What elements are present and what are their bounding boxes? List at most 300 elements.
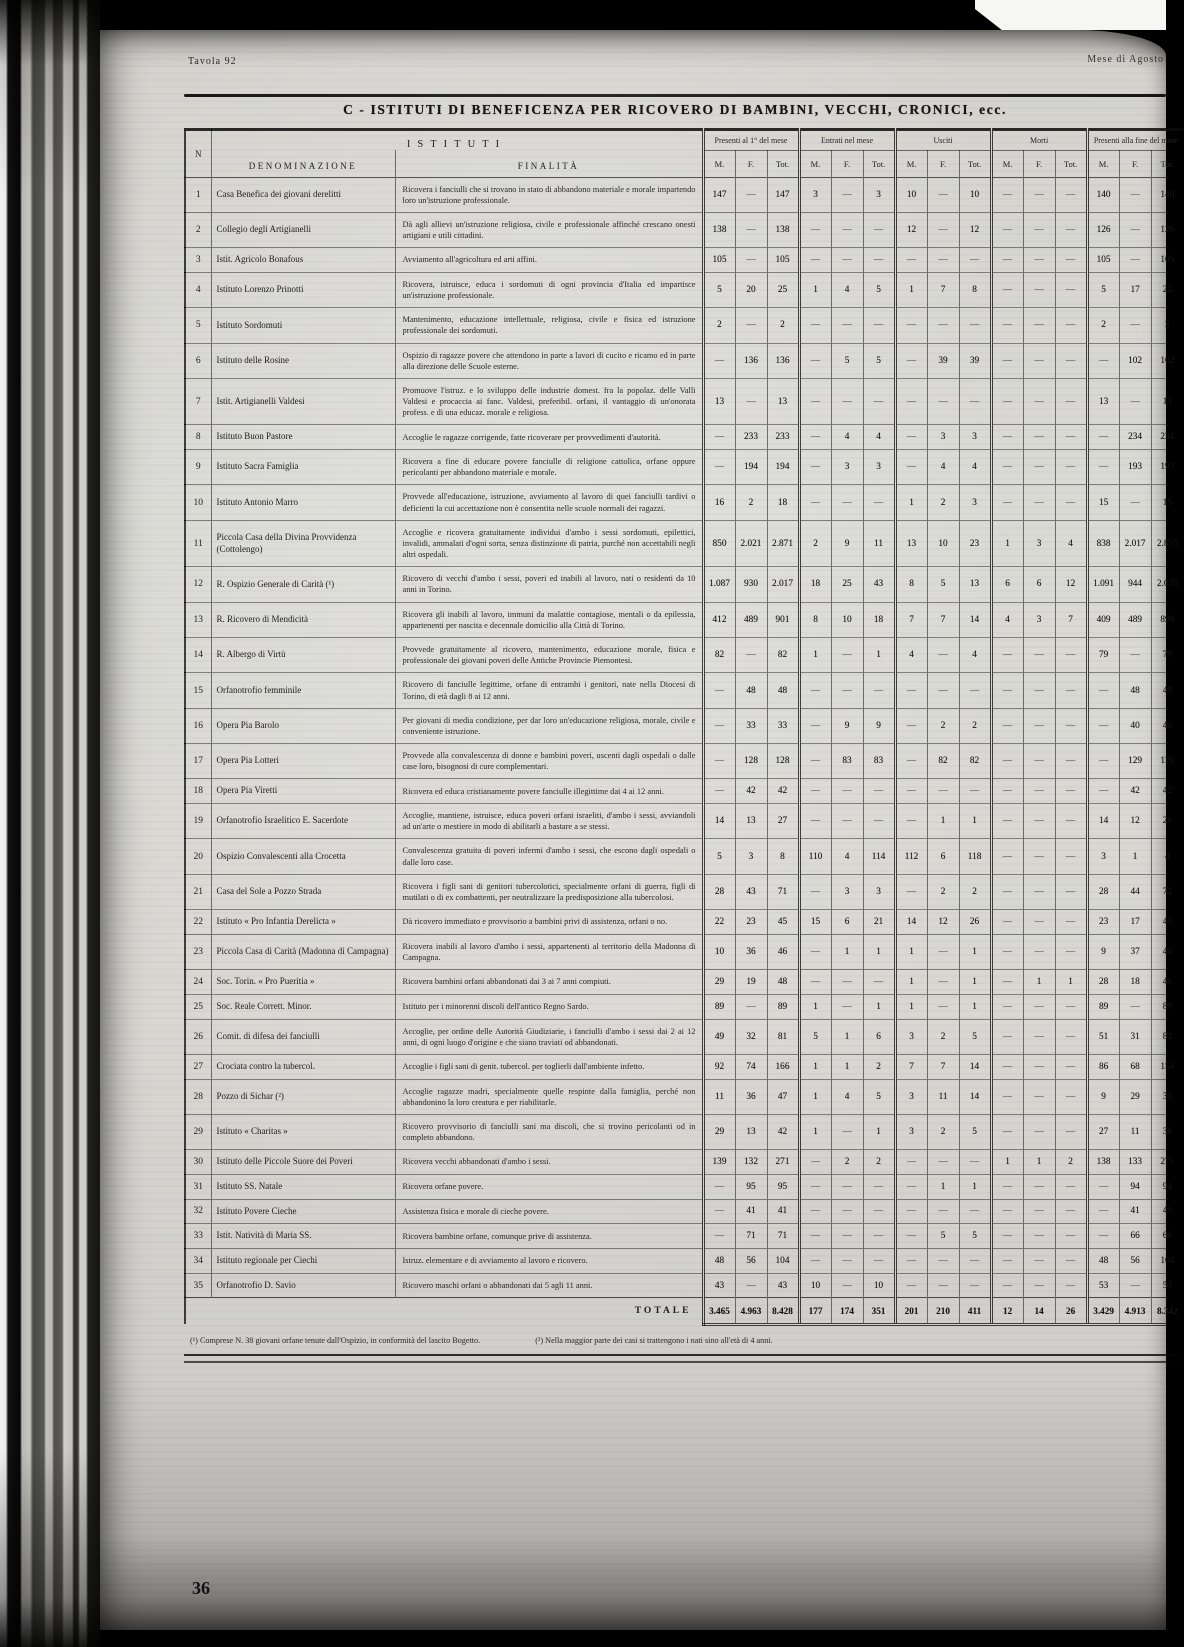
cell-value: 2 (831, 1150, 863, 1175)
cell-value: 83 (863, 744, 895, 779)
cell-value: — (991, 839, 1023, 874)
cell-value: — (895, 708, 927, 743)
cell-value: — (1087, 1199, 1119, 1224)
table-row (185, 520, 1183, 567)
table-row (185, 779, 1183, 804)
cell-value: 94 (1119, 1174, 1151, 1199)
cell-value: 7 (895, 1054, 927, 1079)
cell-value: 92 (703, 1054, 735, 1079)
cell-value: — (1055, 425, 1087, 450)
cell-value: — (991, 485, 1023, 520)
cell-value: — (991, 1224, 1023, 1249)
cell-value: 102 (1119, 343, 1151, 378)
cell-value: 53 (1151, 1273, 1183, 1298)
totale-label: TOTALE (185, 1298, 703, 1325)
cell-value: — (991, 1019, 1023, 1054)
cell-value: 89 (1151, 994, 1183, 1019)
cell-value: — (703, 1199, 735, 1224)
cell-value: 41 (1119, 1199, 1151, 1224)
cell-value: — (895, 248, 927, 273)
table-row (185, 212, 1183, 247)
cell-value: — (831, 177, 863, 212)
cell-value: 489 (735, 602, 767, 637)
cell-value: — (863, 248, 895, 273)
cell-value: 6 (991, 567, 1023, 602)
cell-value: — (991, 272, 1023, 307)
cell-value: — (1023, 425, 1055, 450)
cell-value: — (1023, 272, 1055, 307)
cell-value: 2 (1055, 1150, 1087, 1175)
cell-value: 48 (1151, 673, 1183, 708)
institution-name: Istituto regionale per Ciechi (211, 1248, 395, 1273)
totale-value: 8.428 (767, 1298, 799, 1325)
cell-value: 5 (959, 1114, 991, 1149)
table-row (185, 343, 1183, 378)
cell-value: 83 (831, 744, 863, 779)
cell-value: 2 (767, 308, 799, 343)
cell-value: — (1119, 212, 1151, 247)
header-n: N (185, 130, 211, 178)
cell-value: — (1023, 1174, 1055, 1199)
cell-value: — (1055, 1019, 1087, 1054)
cell-value: 14 (895, 910, 927, 935)
cell-value: — (895, 1150, 927, 1175)
institution-name: R. Ospizio Generale di Carità (¹) (211, 567, 395, 602)
cell-value: 1 (959, 804, 991, 839)
institution-name: Orfanotrofio femminile (211, 673, 395, 708)
cell-value: 129 (1151, 744, 1183, 779)
cell-value: — (1023, 708, 1055, 743)
cell-value: 4 (959, 638, 991, 673)
row-number: 23 (185, 934, 211, 969)
totale-value: 3.465 (703, 1298, 735, 1325)
cell-value: 9 (1087, 934, 1119, 969)
institution-name: Orfanotrofio Israelitico E. Sacerdote (211, 804, 395, 839)
institution-name: Casa del Sole a Pozzo Strada (211, 874, 395, 909)
institution-name: Istituto « Charitas » (211, 1114, 395, 1149)
cell-value: 41 (735, 1199, 767, 1224)
cell-value: 66 (1151, 1224, 1183, 1249)
header-subcol: Tot. (1151, 150, 1183, 177)
institution-purpose: Avviamento all'agricoltura ed arti affini. (395, 248, 703, 273)
header-group-presenti-fine: Presenti alla fine del mese (1087, 130, 1183, 151)
cell-value: 33 (735, 708, 767, 743)
cell-value: 2 (959, 874, 991, 909)
cell-value: 71 (767, 874, 799, 909)
cell-value: 9 (831, 520, 863, 567)
cell-value: 29 (703, 970, 735, 995)
cell-value: 4 (863, 425, 895, 450)
cell-value: — (735, 308, 767, 343)
header-subcol: M. (1087, 150, 1119, 177)
cell-value: 15 (1087, 485, 1119, 520)
cell-value: — (1023, 1019, 1055, 1054)
cell-value: — (1023, 804, 1055, 839)
cell-value: — (1055, 779, 1087, 804)
cell-value: — (831, 1273, 863, 1298)
cell-value: 3 (959, 425, 991, 450)
institutions-table (184, 128, 1183, 1326)
header-subcol: Tot. (767, 150, 799, 177)
cell-value: 5 (863, 343, 895, 378)
cell-value: 89 (703, 994, 735, 1019)
table-row (185, 934, 1183, 969)
cell-value: — (863, 212, 895, 247)
cell-value: 1 (927, 804, 959, 839)
cell-value: — (831, 308, 863, 343)
cell-value: 1.087 (703, 567, 735, 602)
cell-value: — (991, 343, 1023, 378)
institution-purpose: Ricovera bambini orfani abbandonati dai 3 ai 7 anni compiuti. (395, 970, 703, 995)
cell-value: — (735, 378, 767, 425)
cell-value: 5 (703, 272, 735, 307)
cell-value: 114 (863, 839, 895, 874)
cell-value: — (1023, 343, 1055, 378)
row-number: 24 (185, 970, 211, 995)
cell-value: 1 (895, 970, 927, 995)
cell-value: 2.855 (1151, 520, 1183, 567)
row-number: 6 (185, 343, 211, 378)
header-subcol: F. (927, 150, 959, 177)
institution-name: Opera Pia Barolo (211, 708, 395, 743)
cell-value: 140 (1087, 177, 1119, 212)
table-row (185, 910, 1183, 935)
table-row (185, 874, 1183, 909)
cell-value: — (831, 248, 863, 273)
cell-value: 2 (927, 1114, 959, 1149)
overlapping-page-corner (975, 0, 1166, 30)
cell-value: 271 (1151, 1150, 1183, 1175)
cell-value: — (1055, 1224, 1087, 1249)
institution-name: Opera Pia Viretti (211, 779, 395, 804)
cell-value: 12 (1055, 567, 1087, 602)
cell-value: 1 (959, 934, 991, 969)
cell-value: 2 (863, 1150, 895, 1175)
cell-value: 18 (799, 567, 831, 602)
cell-value: 2.871 (767, 520, 799, 567)
cell-value: — (1055, 934, 1087, 969)
cell-value: 13 (767, 378, 799, 425)
cell-value: 138 (1087, 1150, 1119, 1175)
header-subcol: Tot. (959, 150, 991, 177)
cell-value: — (1119, 177, 1151, 212)
cell-value: — (1023, 378, 1055, 425)
cell-value: — (1023, 1054, 1055, 1079)
cell-value: — (863, 308, 895, 343)
cell-value: 5 (927, 1224, 959, 1249)
cell-value: — (799, 744, 831, 779)
cell-value: — (1023, 874, 1055, 909)
cell-value: — (799, 779, 831, 804)
cell-value: 42 (735, 779, 767, 804)
cell-value: — (703, 450, 735, 485)
cell-value: 26 (1151, 804, 1183, 839)
cell-value: — (991, 177, 1023, 212)
cell-value: 21 (863, 910, 895, 935)
cell-value: 233 (767, 425, 799, 450)
cell-value: — (927, 779, 959, 804)
cell-value: — (799, 212, 831, 247)
cell-value: — (799, 708, 831, 743)
cell-value: 4 (831, 1079, 863, 1114)
cell-value: — (1087, 425, 1119, 450)
closing-rule (184, 1354, 1179, 1363)
cell-value: 94 (1151, 1174, 1183, 1199)
cell-value: 3 (799, 177, 831, 212)
row-number: 3 (185, 248, 211, 273)
cell-value: 104 (767, 1248, 799, 1273)
cell-value: 8 (959, 272, 991, 307)
cell-value: 4 (959, 450, 991, 485)
cell-value: 22 (1151, 272, 1183, 307)
cell-value: 3 (831, 874, 863, 909)
cell-value: 1 (799, 994, 831, 1019)
totale-value: 210 (927, 1298, 959, 1325)
header-group-usciti: Usciti (895, 130, 991, 151)
institution-purpose: Ricovera vecchi abbandonati d'ambo i sessi. (395, 1150, 703, 1175)
cell-value: 133 (1119, 1150, 1151, 1175)
cell-value: 1 (1023, 970, 1055, 995)
row-number: 1 (185, 177, 211, 212)
cell-value: 4 (1151, 839, 1183, 874)
row-number: 26 (185, 1019, 211, 1054)
totale-value: 3.429 (1087, 1298, 1119, 1325)
cell-value: 43 (703, 1273, 735, 1298)
cell-value: — (991, 378, 1023, 425)
institution-name: Ospizio Convalescenti alla Crocetta (211, 839, 395, 874)
cell-value: 13 (703, 378, 735, 425)
cell-value: 412 (703, 602, 735, 637)
institution-purpose: Convalescenza gratuita di poveri infermi d'ambo i sessi, che escono dagli ospedali o dalle loro case. (395, 839, 703, 874)
cell-value: — (1055, 485, 1087, 520)
cell-value: 147 (703, 177, 735, 212)
table-body (185, 177, 1183, 1324)
cell-value: 2 (959, 708, 991, 743)
cell-value: — (959, 1248, 991, 1273)
cell-value: 23 (735, 910, 767, 935)
cell-value: 89 (1087, 994, 1119, 1019)
cell-value: — (863, 378, 895, 425)
row-number: 19 (185, 804, 211, 839)
cell-value: — (991, 874, 1023, 909)
institution-purpose: Accoglie i figli sani di genit. tubercol. per toglierli dall'ambiente infetto. (395, 1054, 703, 1079)
cell-value: 8 (895, 567, 927, 602)
cell-value: — (1023, 673, 1055, 708)
book-fore-edge (0, 0, 100, 1647)
cell-value: — (1055, 673, 1087, 708)
cell-value: 86 (1087, 1054, 1119, 1079)
cell-value: 8 (799, 602, 831, 637)
institution-name: Casa Benefica dei giovani derelitti (211, 177, 395, 212)
cell-value: 489 (1119, 602, 1151, 637)
institution-purpose: Ricovero di vecchi d'ambo i sessi, poveri ed inabili al lavoro, nati o residenti da 10 anni in Torino. (395, 567, 703, 602)
cell-value: 11 (927, 1079, 959, 1114)
cell-value: 154 (1151, 1054, 1183, 1079)
cell-value: — (991, 970, 1023, 995)
cell-value: 850 (703, 520, 735, 567)
cell-value: 12 (927, 910, 959, 935)
cell-value: 56 (735, 1248, 767, 1273)
row-number: 33 (185, 1224, 211, 1249)
cell-value: 3 (863, 177, 895, 212)
cell-value: — (991, 934, 1023, 969)
cell-value: 5 (799, 1019, 831, 1054)
cell-value: — (1119, 994, 1151, 1019)
cell-value: 1 (831, 1054, 863, 1079)
cell-value: 2 (863, 1054, 895, 1079)
cell-value: 140 (1151, 177, 1183, 212)
cell-value: 3 (959, 485, 991, 520)
totale-value: 12 (991, 1298, 1023, 1325)
cell-value: 3 (895, 1019, 927, 1054)
cell-value: 71 (767, 1224, 799, 1249)
cell-value: — (831, 485, 863, 520)
cell-value: — (799, 804, 831, 839)
cell-value: 18 (767, 485, 799, 520)
cell-value: — (799, 248, 831, 273)
cell-value: — (895, 1174, 927, 1199)
footnotes (190, 1336, 1184, 1345)
totale-row (185, 1298, 1183, 1325)
cell-value: 944 (1119, 567, 1151, 602)
cell-value: 126 (1151, 212, 1183, 247)
cell-value: 4 (831, 839, 863, 874)
table-row (185, 450, 1183, 485)
table-row (185, 177, 1183, 212)
cell-value: 1 (799, 638, 831, 673)
cell-value: — (927, 378, 959, 425)
institution-name: Collegio degli Artigianelli (211, 212, 395, 247)
cell-value: 48 (735, 673, 767, 708)
cell-value: — (1055, 839, 1087, 874)
cell-value: 1 (1023, 1150, 1055, 1175)
header-subcol: M. (991, 150, 1023, 177)
cell-value: — (1023, 1114, 1055, 1149)
cell-value: 2 (1151, 308, 1183, 343)
header-subcol: F. (831, 150, 863, 177)
cell-value: 1 (863, 994, 895, 1019)
footnote-1: (¹) Comprese N. 38 giovani orfane tenute dall'Ospizio, in conformità del lascito Bogetto. (190, 1335, 481, 1345)
cell-value: 38 (1151, 1114, 1183, 1149)
cell-value: 82 (927, 744, 959, 779)
cell-value: 1 (799, 1079, 831, 1114)
cell-value: 79 (1087, 638, 1119, 673)
cell-value: — (831, 1248, 863, 1273)
cell-value: 37 (1119, 934, 1151, 969)
cell-value: 5 (959, 1019, 991, 1054)
cell-value: — (927, 994, 959, 1019)
cell-value: 18 (863, 602, 895, 637)
row-number: 22 (185, 910, 211, 935)
institution-name: Istituto delle Piccole Suore dei Poveri (211, 1150, 395, 1175)
cell-value: 23 (1087, 910, 1119, 935)
cell-value: — (1055, 994, 1087, 1019)
cell-value: 3 (1023, 520, 1055, 567)
cell-value: 139 (703, 1150, 735, 1175)
cell-value: 82 (959, 744, 991, 779)
cell-value: — (1055, 910, 1087, 935)
cell-value: 14 (1087, 804, 1119, 839)
cell-value: 105 (767, 248, 799, 273)
cell-value: — (895, 779, 927, 804)
cell-value: — (895, 343, 927, 378)
cell-value: 409 (1087, 602, 1119, 637)
cell-value: — (863, 1199, 895, 1224)
cell-value: 44 (1119, 874, 1151, 909)
cell-value: 2.017 (1119, 520, 1151, 567)
cell-value: 36 (735, 1079, 767, 1114)
cell-value: 138 (703, 212, 735, 247)
header-subcol: Tot. (1055, 150, 1087, 177)
cell-value: — (959, 673, 991, 708)
cell-value: 95 (735, 1174, 767, 1199)
institution-name: R. Albergo di Virtù (211, 638, 395, 673)
cell-value: 838 (1087, 520, 1119, 567)
institution-purpose: Provvede gratuitamente al ricovero, mantenimento, educazione morale, fisica e professionale dei giovani poveri delle Antiche Provincie Piemontesi. (395, 638, 703, 673)
cell-value: — (1087, 1174, 1119, 1199)
cell-value: 126 (1087, 212, 1119, 247)
cell-value: — (1119, 308, 1151, 343)
table-row (185, 839, 1183, 874)
cell-value: — (991, 212, 1023, 247)
cell-value: 9 (1087, 1079, 1119, 1114)
cell-value: — (1023, 1199, 1055, 1224)
cell-value: — (991, 1273, 1023, 1298)
institution-purpose: Ricovera gli inabili al lavoro, immuni da malattie contagiose, mentali o da epilessia, appartenenti per nascita e decennale domicilio alla Città di Torino. (395, 602, 703, 637)
table-row (185, 1054, 1183, 1079)
cell-value: — (1119, 485, 1151, 520)
institution-purpose: Ricovero provvisorio di fanciulli sani ma discoli, che si trovino pericolanti od in completo abbandono. (395, 1114, 703, 1149)
cell-value: 2 (1087, 308, 1119, 343)
cell-value: — (831, 994, 863, 1019)
cell-value: — (959, 248, 991, 273)
table-row (185, 248, 1183, 273)
cell-value: — (703, 1224, 735, 1249)
footnote-2: (²) Nella maggior parte dei casi si trattengono i nati sino all'età di 4 anni. (535, 1335, 773, 1345)
cell-value: — (959, 779, 991, 804)
cell-value: 1 (799, 1054, 831, 1079)
cell-value: 13 (735, 1114, 767, 1149)
cell-value: — (1023, 177, 1055, 212)
table-number-label: Tavola 92 (188, 56, 237, 67)
cell-value: 11 (863, 520, 895, 567)
cell-value: 1 (927, 1174, 959, 1199)
cell-value: 118 (959, 839, 991, 874)
cell-value: 82 (767, 638, 799, 673)
cell-value: — (991, 1114, 1023, 1149)
header-denominazione: DENOMINAZIONE (248, 160, 358, 171)
cell-value: 10 (799, 1273, 831, 1298)
cell-value: 930 (735, 567, 767, 602)
cell-value: 68 (1119, 1054, 1151, 1079)
cell-value: 234 (1151, 425, 1183, 450)
institution-name: Istituto Sacra Famiglia (211, 450, 395, 485)
cell-value: — (863, 804, 895, 839)
totale-value: 26 (1055, 1298, 1087, 1325)
institution-purpose: Accoglie, per ordine delle Autorità Giudiziarie, i fanciulli d'ambo i sessi dai 2 ai 12 anni, di ogni luogo d'origine e che siano traviati od abbandonati. (395, 1019, 703, 1054)
cell-value: — (927, 673, 959, 708)
cell-value: 48 (1087, 1248, 1119, 1273)
institution-purpose: Ricovera i figli sani di genitori tubercolotici, specialmente orfani di guerra, figli di mutilati o di ex combattenti, per neutralizzare la predisposizione alla tubercolosi. (395, 874, 703, 909)
cell-value: — (895, 1273, 927, 1298)
cell-value: 1 (863, 638, 895, 673)
cell-value: — (1055, 744, 1087, 779)
cell-value: — (895, 1248, 927, 1273)
cell-value: — (959, 378, 991, 425)
cell-value: — (799, 1150, 831, 1175)
cell-value: 3 (735, 839, 767, 874)
cell-value: 193 (1119, 450, 1151, 485)
